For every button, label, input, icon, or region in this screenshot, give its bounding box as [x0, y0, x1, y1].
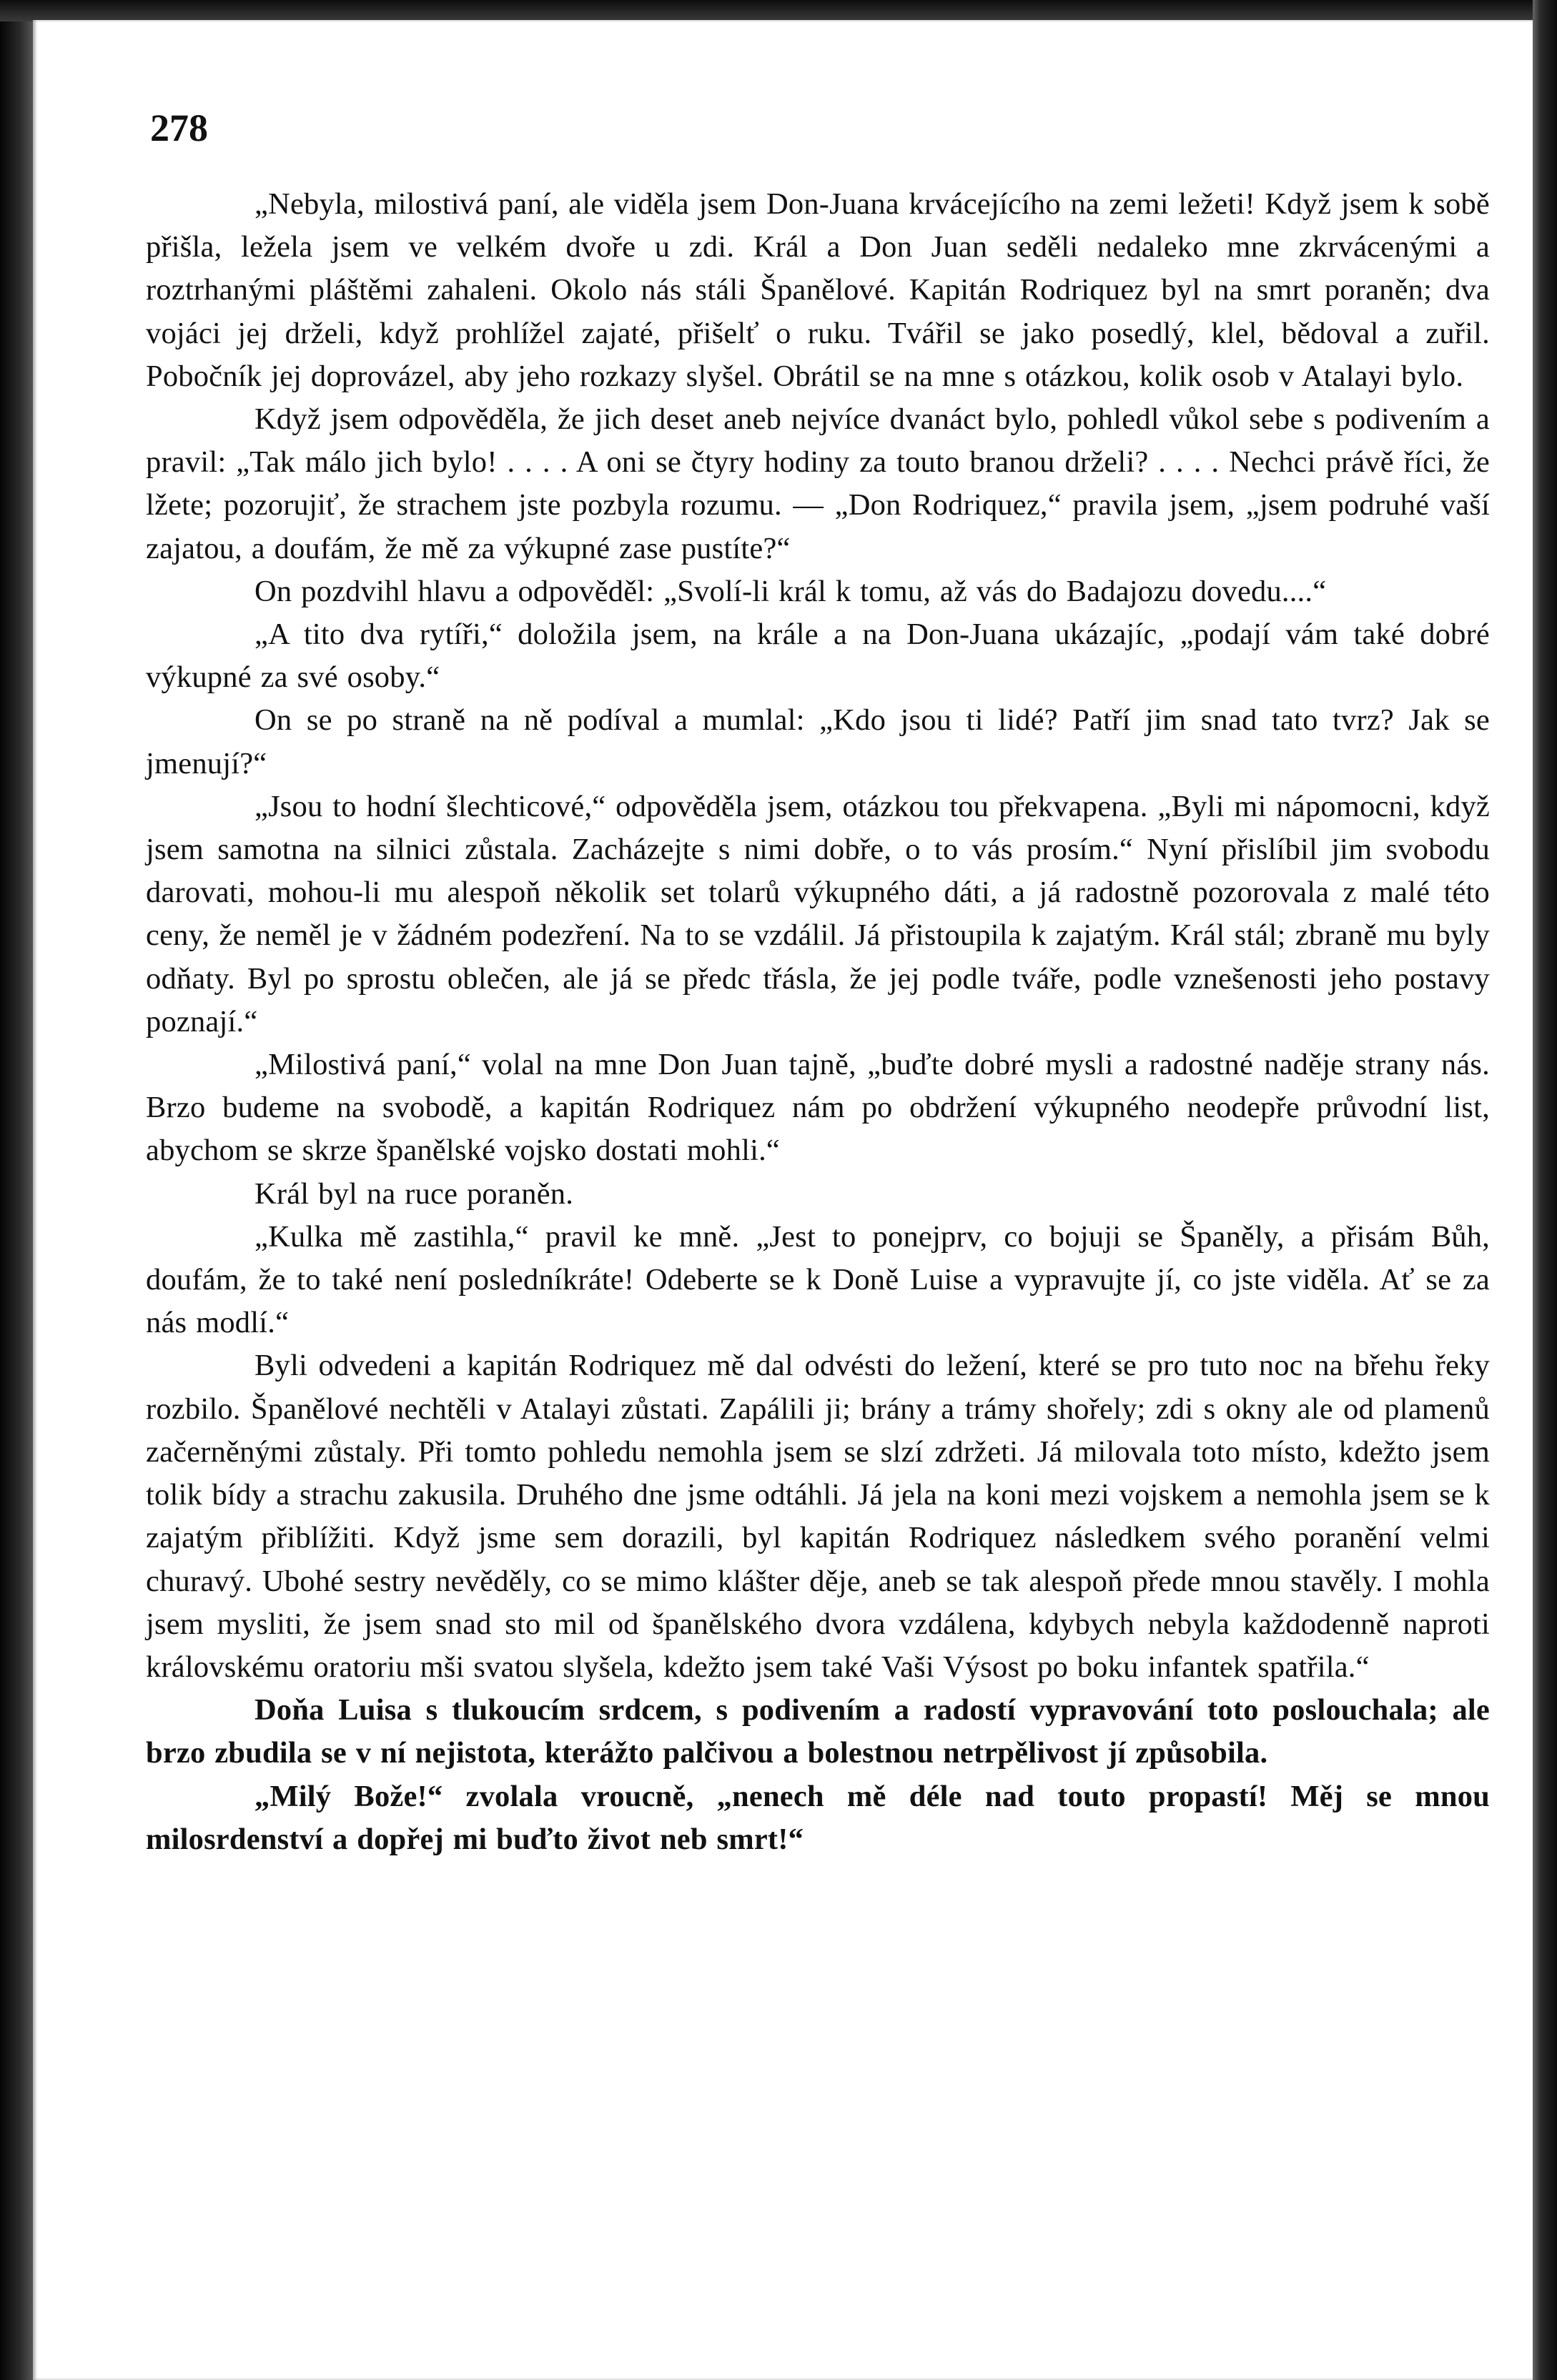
scan-edge-top — [0, 0, 1557, 21]
paragraph: „Nebyla, milostivá paní, ale viděla jsem Don-Juana krvácejícího na zemi ležeti! Když jsem k sobě přišla, ležela jsem ve velkém dvoře u zdi. Král a Don Juan seděli nedaleko mne zkrvácenými a roztrhanými pláštěmi zahaleni. Okolo nás stáli Španělové. Kapitán Rodriquez byl na smrt poraněn; dva vojáci jej drželi, když prohlížel zajaté, přišelť o ruku. Tvářil se jako posedlý, klel, bědoval a zuřil. Pobočník jej doprovázel, aby jeho rozkazy slyšel. Obrátil se na mne s otázkou, kolik osob v Atalayi bylo. — [146, 187, 1490, 393]
paragraph: „Milý Bože!“ zvolala vroucně, „nenech mě déle nad touto propastí! Měj se mnou milosrdenství a dopřej mi buďto život neb smrt!“ — [146, 1779, 1490, 1856]
paragraph: On se po straně na ně podíval a mumlal: „Kdo jsou ti lidé? Patří jim snad tato tvrz? Jak se jmenují?“ — [146, 703, 1490, 780]
paragraph: Doňa Luisa s tlukoucím srdcem, s podivením a radostí vypravování toto poslouchala; ale brzo zbudila se v ní nejistota, kterážto palčivou a bolestnou netrpělivost jí způsobila. — [146, 1693, 1490, 1770]
scan-edge-left — [0, 0, 33, 2380]
paragraph: „A tito dva rytíři,“ doložila jsem, na krále a na Don-Juana ukázajíc, „podají vám také dobré výkupné za své osoby.“ — [146, 618, 1490, 695]
page-number: 278 — [150, 106, 208, 149]
scan-edge-right — [1533, 0, 1557, 2380]
paragraph: Když jsem odpověděla, že jich deset aneb nejvíce dvanáct bylo, pohledl vůkol sebe s podivením a pravil: „Tak málo jich bylo! . . . . A oni se čtyry hodiny za touto branou drželi? . . . . Nechci právě říci, že lžete; pozorujiť, že strachem jste pozbyla rozumu. — „Don Rodriquez,“ pravila jsem, „jsem podruhé vaší zajatou, a doufám, že mě za výkupné zase pustíte?“ — [146, 402, 1490, 565]
paragraph: On pozdvihl hlavu a odpověděl: „Svolí-li král k tomu, až vás do Badajozu dovedu....“ — [254, 574, 1327, 608]
paragraph: Byli odvedeni a kapitán Rodriquez mě dal odvésti do ležení, které se pro tuto noc na břehu řeky rozbilo. Španělové nechtěli v Atalayi zůstati. Zapálili ji; brány a trámy shořely; zdi s okny ale od plamenů začerněnými zůstaly. Při tomto pohledu nemohla jsem se slzí zdržeti. Já milovala toto místo, kdežto jsem tolik bídy a strachu zakusila. Druhého dne jsme odtáhli. Já jela na koni mezi vojskem a nemohla jsem se k zajatým přiblížiti. Když jsme sem dorazili, byl kapitán Rodriquez následkem svého poranění velmi churavý. Ubohé sestry nevěděly, co se mimo klášter děje, aneb se tak alespoň přede mnou stavěly. I mohla jsem mysliti, že jsem snad sto mil od španělského dvora vzdálena, kdybych nebyla každodenně naproti královskému oratoriu mši svatou slyšela, kdežto jsem také Vaši Výsost po boku infantek spatřila.“ — [146, 1349, 1490, 1684]
book-page — [33, 20, 1533, 2380]
paragraph: Král byl na ruce poraněn. — [254, 1176, 574, 1211]
paragraph: „Jsou to hodní šlechticové,“ odpověděla jsem, otázkou tou překvapena. „Byli mi nápomocni, když jsem samotna na silnici zůstala. Zacházejte s nimi dobře, o to vás prosím.“ Nyní přislíbil jim svobodu darovati, mohou-li mu alespoň několik set tolarů výkupného dáti, a já radostně pozorovala z malé této ceny, že neměl je v žádném podezření. Na to se vzdálil. Já přistoupila k zajatým. Král stál; zbraně mu byly odňaty. Byl po sprostu oblečen, ale já se předc třásla, že jej podle tváře, podle vznešenosti jeho postavy poznají.“ — [146, 789, 1490, 1038]
paragraph: „Kulka mě zastihla,“ pravil ke mně. „Jest to ponejprv, co bojuji se Španěly, a přisám Bůh, doufám, že to také není posledníkráte! Odeberte se k Doně Luise a vypravujte jí, co jste viděla. Ať se za nás modlí.“ — [146, 1219, 1490, 1340]
paragraph: „Milostivá paní,“ volal na mne Don Juan tajně, „buďte dobré mysli a radostné naděje strany nás. Brzo budeme na svobodě, a kapitán Rodriquez nám po obdržení výkupného neodepře průvodní list, abychom se skrze španělské vojsko dostati mohli.“ — [146, 1048, 1490, 1168]
body-text — [146, 183, 1490, 1861]
